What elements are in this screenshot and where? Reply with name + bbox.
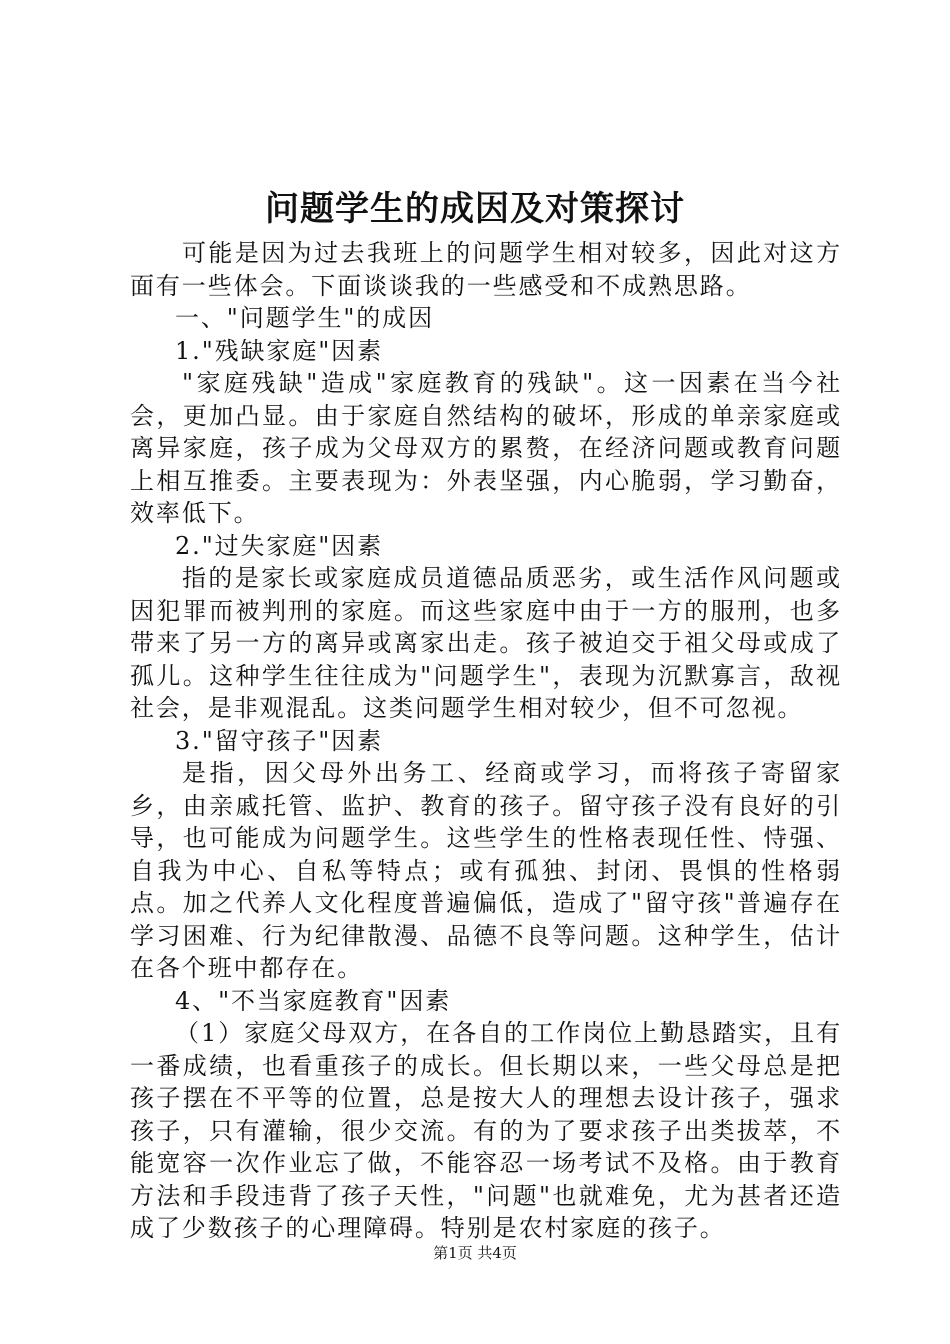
page-footer: 第1页 共4页	[433, 1244, 517, 1262]
subheading-incomplete-family: 1."残缺家庭"因素	[175, 336, 383, 365]
document-title: 问题学生的成因及对策探讨	[265, 189, 685, 229]
paragraph-improper-family-education-1: （1）家庭父母双方，在各自的工作岗位上勤恳踏实，且有一番成绩，也看重孩子的成长。但长期以来，一些父母总是把孩子摆在不平等的位置，总是按大人的理想去设计孩子，强求孩子，只有灌输，很少交流。有的为了要求孩子出类拔萃，不能宽容一次作业忘了做，不能容忍一场考试不及格。由于教育方法和手段违背了孩子天性，"问题"也就难免，尤为甚者还造成了少数孩子的心理障碍。特别是农村家庭的孩子。	[130, 1019, 842, 1242]
paragraph-left-behind-children: 是指，因父母外出务工、经商或学习，而将孩子寄留家乡，由亲戚托管、监护、教育的孩子。留守孩子没有良好的引导，也可能成为问题学生。这些学生的性格表现任性、恃强、自我为中心、自私等特点；或有孤独、封闭、畏惧的性格弱点。加之代养人文化程度普遍偏低，造成了"留守孩"普遍存在学习困难、行为纪律散漫、品德不良等问题。这种学生，估计在各个班中都存在。	[130, 759, 842, 982]
section-heading-causes: 一、"问题学生"的成因	[175, 304, 434, 332]
subheading-left-behind-children: 3."留守孩子"因素	[175, 726, 383, 755]
subheading-improper-family-education: 4、"不当家庭教育"因素	[175, 986, 452, 1015]
paragraph-intro: 可能是因为过去我班上的问题学生相对较多，因此对这方面有一些体会。下面谈谈我的一些感受和不成熟思路。	[130, 239, 842, 300]
document-body	[130, 237, 842, 1245]
paragraph-fault-family: 指的是家长或家庭成员道德品质恶劣，或生活作风问题或因犯罪而被判刑的家庭。而这些家庭中由于一方的服刑，也多带来了另一方的离异或离家出走。孩子被迫交于祖父母或成了孤儿。这种学生往往成为"问题学生"，表现为沉默寡言，敌视社会，是非观混乱。这类问题学生相对较少，但不可忽视。	[130, 564, 842, 722]
subheading-fault-family: 2."过失家庭"因素	[175, 531, 383, 560]
paragraph-incomplete-family: "家庭残缺"造成"家庭教育的残缺"。这一因素在当今社会，更加凸显。由于家庭自然结构的破坏，形成的单亲家庭或离异家庭，孩子成为父母双方的累赘，在经济问题或教育问题上相互推委。主要表现为：外表坚强，内心脆弱，学习勤奋，效率低下。	[130, 369, 842, 527]
